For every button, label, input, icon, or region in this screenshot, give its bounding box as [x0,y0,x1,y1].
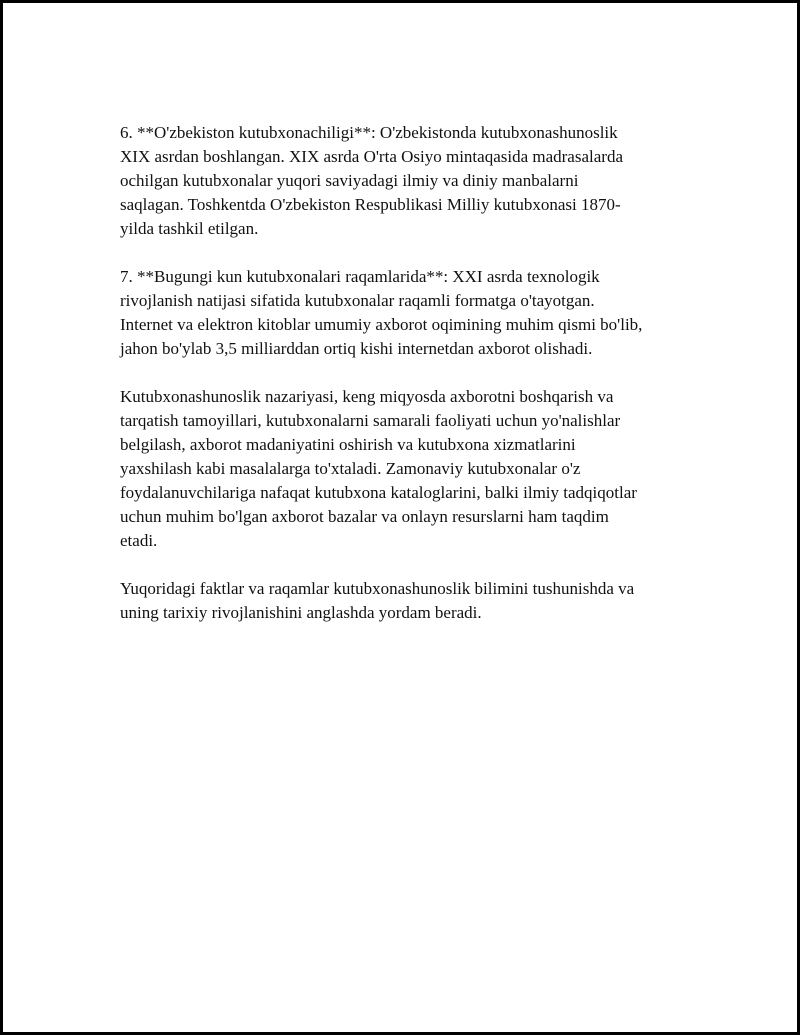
text-line: uning tarixiy rivojlanishini anglashda yordam beradi. [120,603,482,622]
text-line: tarqatish tamoyillari, kutubxonalarni samarali faoliyati uchun yo'nalishlar [120,411,621,430]
paragraph-conclusion [120,577,720,625]
document-body [120,121,720,649]
paragraph-library-uzbekistan [120,121,720,241]
paragraph-digital-libraries [120,265,720,361]
text-line: ochilgan kutubxonalar yuqori saviyadagi ilmiy va diniy manbalarni [120,171,579,190]
text-line: saqlagan. Toshkentda O'zbekiston Respublikasi Milliy kutubxonasi 1870- [120,195,621,214]
text-line: 6. **O'zbekiston kutubxonachiligi**: O'zbekistonda kutubxonashunoslik [120,123,618,142]
text-line: Internet va elektron kitoblar umumiy axborot oqimining muhim qismi bo'lib, [120,315,643,334]
text-line: uchun muhim bo'lgan axborot bazalar va onlayn resurslarni ham taqdim [120,507,609,526]
text-line: yilda tashkil etilgan. [120,219,259,238]
text-line: Kutubxonashunoslik nazariyasi, keng miqyosda axborotni boshqarish va [120,387,614,406]
text-line: XIX asrdan boshlangan. XIX asrda O'rta Osiyo mintaqasida madrasalarda [120,147,623,166]
text-line: yaxshilash kabi masalalarga to'xtaladi. Zamonaviy kutubxonalar o'z [120,459,581,478]
text-line: Yuqoridagi faktlar va raqamlar kutubxonashunoslik bilimini tushunishda va [120,579,635,598]
text-line: foydalanuvchilariga nafaqat kutubxona kataloglarini, balki ilmiy tadqiqotlar [120,483,637,502]
text-line: rivojlanish natijasi sifatida kutubxonalar raqamli formatga o'tayotgan. [120,291,595,310]
text-line: 7. **Bugungi kun kutubxonalari raqamlarida**: XXI asrda texnologik [120,267,600,286]
text-line: belgilash, axborot madaniyatini oshirish va kutubxona xizmatlarini [120,435,576,454]
text-line: jahon bo'ylab 3,5 milliarddan ortiq kishi internetdan axborot olishadi. [120,339,593,358]
paragraph-library-theory [120,385,720,553]
text-line: etadi. [120,531,158,550]
